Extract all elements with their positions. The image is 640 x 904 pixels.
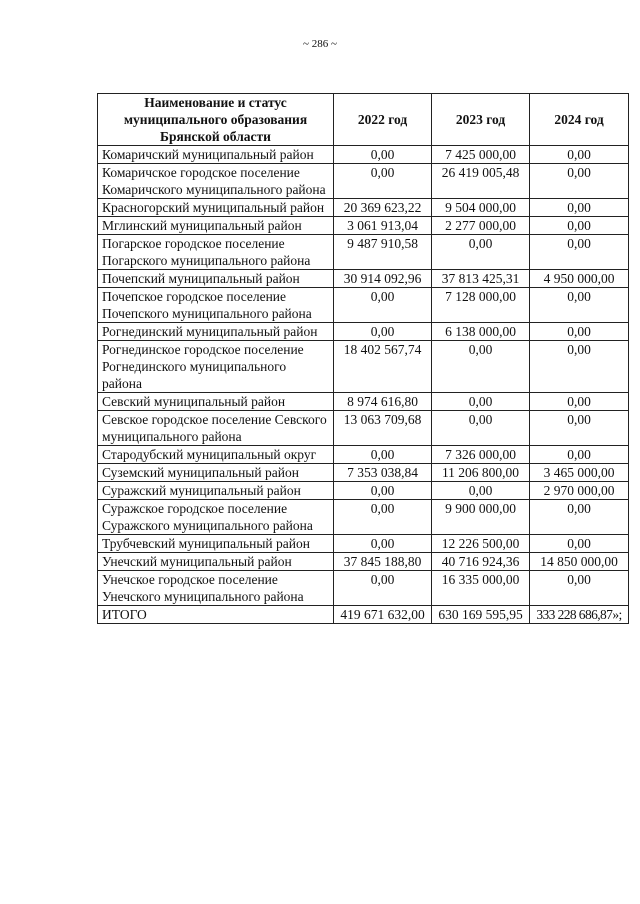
table-body [98, 146, 629, 606]
value-2023-cell: 2 277 000,00 [432, 217, 530, 235]
value-2022-cell: 9 487 910,58 [334, 235, 432, 270]
value-2023-cell: 0,00 [432, 393, 530, 411]
value-2024-cell: 0,00 [530, 500, 629, 535]
value-2023-cell: 9 900 000,00 [432, 500, 530, 535]
table-row [98, 341, 629, 393]
header-municipality: Наименование и статус муниципального образования Брянской области [98, 94, 334, 146]
municipality-cell: Рогнединское городское поселение Рогнединского муниципального района [98, 341, 334, 393]
value-2024-cell: 0,00 [530, 199, 629, 217]
table-row [98, 393, 629, 411]
municipality-cell: Погарское городское поселение Погарского муниципального района [98, 235, 334, 270]
value-2024-cell: 0,00 [530, 164, 629, 199]
value-2023-cell: 26 419 005,48 [432, 164, 530, 199]
municipality-cell: Комаричский муниципальный район [98, 146, 334, 164]
value-2022-cell: 7 353 038,84 [334, 464, 432, 482]
value-2023-cell: 12 226 500,00 [432, 535, 530, 553]
municipality-cell: Стародубский муниципальный округ [98, 446, 334, 464]
total-2023: 630 169 595,95 [432, 606, 530, 624]
value-2022-cell: 0,00 [334, 288, 432, 323]
municipality-cell: Комаричское городское поселение Комаричского муниципального района [98, 164, 334, 199]
table-row [98, 411, 629, 446]
value-2022-cell: 0,00 [334, 323, 432, 341]
value-2022-cell: 0,00 [334, 146, 432, 164]
municipality-cell: Почепский муниципальный район [98, 270, 334, 288]
table-header-row [98, 94, 629, 146]
value-2022-cell: 0,00 [334, 482, 432, 500]
value-2024-cell: 0,00 [530, 288, 629, 323]
value-2023-cell: 7 425 000,00 [432, 146, 530, 164]
value-2023-cell: 0,00 [432, 341, 530, 393]
budget-table [97, 93, 629, 624]
value-2024-cell: 0,00 [530, 235, 629, 270]
page-number: ~ 286 ~ [303, 38, 337, 50]
municipality-cell: Суражский муниципальный район [98, 482, 334, 500]
value-2024-cell: 0,00 [530, 217, 629, 235]
municipality-cell: Красногорский муниципальный район [98, 199, 334, 217]
table-row [98, 482, 629, 500]
value-2022-cell: 18 402 567,74 [334, 341, 432, 393]
municipality-cell: Унечское городское поселение Унечского муниципального района [98, 571, 334, 606]
table-row [98, 288, 629, 323]
value-2024-cell: 2 970 000,00 [530, 482, 629, 500]
value-2024-cell: 3 465 000,00 [530, 464, 629, 482]
total-2024: 333 228 686,87»; [530, 606, 629, 624]
value-2022-cell: 20 369 623,22 [334, 199, 432, 217]
value-2023-cell: 7 326 000,00 [432, 446, 530, 464]
value-2023-cell: 0,00 [432, 235, 530, 270]
municipality-cell: Рогнединский муниципальный район [98, 323, 334, 341]
table-row [98, 535, 629, 553]
value-2023-cell: 37 813 425,31 [432, 270, 530, 288]
value-2024-cell: 0,00 [530, 146, 629, 164]
table-row [98, 323, 629, 341]
table-row [98, 571, 629, 606]
value-2022-cell: 0,00 [334, 500, 432, 535]
value-2022-cell: 30 914 092,96 [334, 270, 432, 288]
value-2022-cell: 3 061 913,04 [334, 217, 432, 235]
value-2024-cell: 0,00 [530, 535, 629, 553]
municipality-cell: Суземский муниципальный район [98, 464, 334, 482]
value-2022-cell: 37 845 188,80 [334, 553, 432, 571]
table-row [98, 235, 629, 270]
value-2023-cell: 0,00 [432, 411, 530, 446]
total-2022: 419 671 632,00 [334, 606, 432, 624]
value-2023-cell: 7 128 000,00 [432, 288, 530, 323]
header-2022: 2022 год [334, 94, 432, 146]
table-row [98, 553, 629, 571]
value-2024-cell: 0,00 [530, 323, 629, 341]
value-2022-cell: 0,00 [334, 164, 432, 199]
table-row [98, 446, 629, 464]
table-row [98, 270, 629, 288]
value-2023-cell: 16 335 000,00 [432, 571, 530, 606]
value-2023-cell: 0,00 [432, 482, 530, 500]
municipality-cell: Мглинский муниципальный район [98, 217, 334, 235]
value-2022-cell: 0,00 [334, 446, 432, 464]
municipality-cell: Унечский муниципальный район [98, 553, 334, 571]
municipality-cell: Трубчевский муниципальный район [98, 535, 334, 553]
value-2023-cell: 40 716 924,36 [432, 553, 530, 571]
value-2023-cell: 9 504 000,00 [432, 199, 530, 217]
header-2023: 2023 год [432, 94, 530, 146]
table-row [98, 164, 629, 199]
value-2022-cell: 8 974 616,80 [334, 393, 432, 411]
table-row [98, 217, 629, 235]
value-2024-cell: 4 950 000,00 [530, 270, 629, 288]
value-2024-cell: 0,00 [530, 341, 629, 393]
table-row [98, 146, 629, 164]
value-2024-cell: 0,00 [530, 571, 629, 606]
value-2023-cell: 6 138 000,00 [432, 323, 530, 341]
header-2024: 2024 год [530, 94, 629, 146]
value-2024-cell: 0,00 [530, 446, 629, 464]
table-row [98, 199, 629, 217]
municipality-cell: Севский муниципальный район [98, 393, 334, 411]
value-2022-cell: 0,00 [334, 535, 432, 553]
total-label: ИТОГО [98, 606, 334, 624]
value-2024-cell: 0,00 [530, 411, 629, 446]
value-2022-cell: 0,00 [334, 571, 432, 606]
municipality-cell: Почепское городское поселение Почепского муниципального района [98, 288, 334, 323]
table-row [98, 500, 629, 535]
value-2024-cell: 14 850 000,00 [530, 553, 629, 571]
value-2024-cell: 0,00 [530, 393, 629, 411]
value-2023-cell: 11 206 800,00 [432, 464, 530, 482]
total-row [98, 606, 629, 624]
value-2022-cell: 13 063 709,68 [334, 411, 432, 446]
municipality-cell: Севское городское поселение Севского муниципального района [98, 411, 334, 446]
municipality-cell: Суражское городское поселение Суражского муниципального района [98, 500, 334, 535]
table-row [98, 464, 629, 482]
